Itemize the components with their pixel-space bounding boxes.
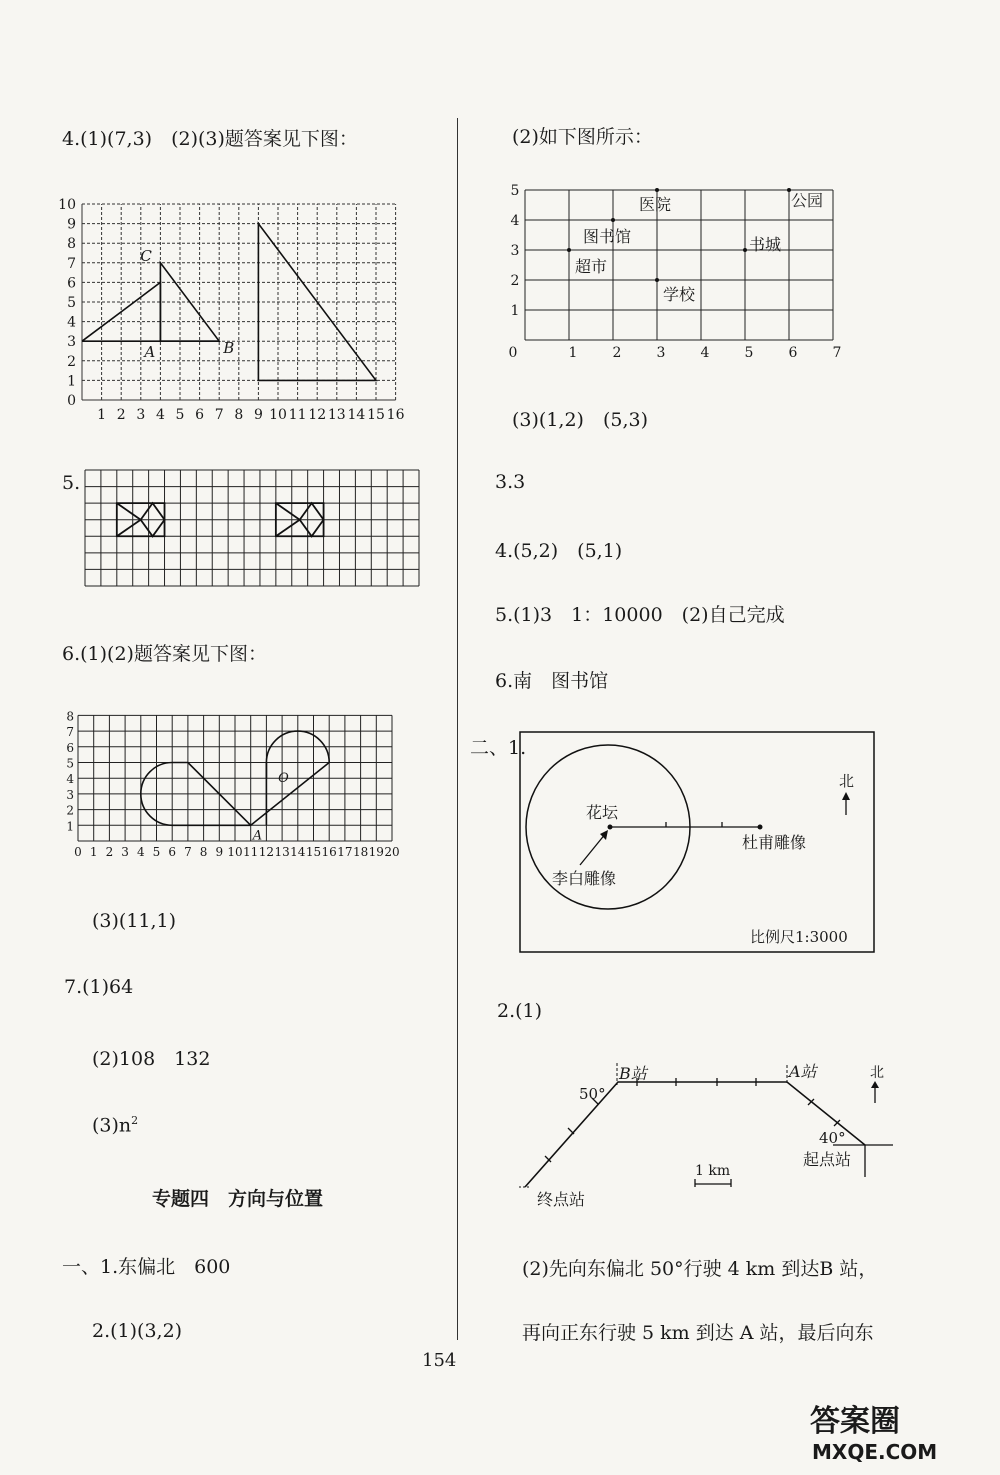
x-tick-label: 9: [253, 407, 263, 423]
s2-text: 2.(1)(3,2): [92, 1320, 183, 1342]
watermark-logo: [802, 1397, 982, 1465]
y-tick-label: 3: [510, 243, 520, 259]
angle-40-label: 40°: [819, 1129, 846, 1147]
r10-text: (2)先向东偏北 50°行驶 4 km 到达B 站，: [522, 1258, 878, 1280]
y-tick-label: 10: [58, 197, 76, 213]
dufu-label: 杜甫雕像: [742, 833, 807, 852]
y-tick-label: 5: [67, 295, 76, 311]
x-tick-label: 5: [175, 407, 185, 423]
pattern-line: [276, 520, 300, 537]
x-tick-label: 16: [321, 845, 337, 859]
x-tick-label: 1: [89, 845, 98, 859]
r11-text: 再向正东行驶 5 km 到达 A 站，最后向东: [522, 1322, 874, 1344]
y-tick-label: 6: [67, 275, 76, 292]
y-tick-label: 6: [66, 740, 74, 755]
y-tick-label: 4: [510, 213, 520, 229]
svg-text:MXQE.COM: MXQE.COM: [812, 1440, 938, 1464]
x-tick-label: 5: [152, 845, 161, 859]
r9-text: 2.(1): [497, 1000, 543, 1022]
y-tick-label: 9: [67, 216, 76, 233]
route-tick: [568, 1128, 574, 1134]
a-station-label: A站: [789, 1062, 817, 1081]
place-point: [743, 248, 747, 252]
start-label: 起点站: [803, 1150, 852, 1169]
x-tick-label: 13: [327, 407, 346, 423]
q6-text: 6.(1)(2)题答案见下图：: [62, 643, 267, 665]
x-tick-label: 3: [121, 845, 129, 859]
x-tick-label: 14: [290, 845, 306, 859]
x-tick-label: 12: [258, 845, 275, 859]
x-tick-label: 0: [74, 845, 82, 859]
b-station-label: B站: [619, 1064, 647, 1083]
point-label-a: A: [252, 828, 263, 844]
y-tick-label: 5: [510, 183, 520, 199]
place-point: [567, 248, 571, 252]
end-label: 终点站: [537, 1190, 586, 1209]
y-tick-label: 4: [67, 314, 76, 331]
q7-1-text: 7.(1)64: [64, 976, 134, 998]
point-label-b: B: [223, 339, 235, 358]
y-tick-label: 1: [66, 819, 74, 834]
r4-text: 3.3: [495, 471, 526, 493]
x-tick-label: 2: [612, 345, 622, 361]
north-arrow-head: [871, 1081, 879, 1088]
place-point: [655, 278, 659, 282]
x-tick-label: 11: [288, 407, 307, 423]
x-tick-label: 12: [308, 407, 327, 423]
x-tick-label: 7: [832, 345, 842, 361]
y-tick-label: 1: [67, 373, 76, 390]
q5-grid-figure: [85, 470, 420, 587]
y-tick-label: 7: [66, 725, 74, 740]
x-tick-label: 5: [744, 345, 754, 361]
x-tick-label: 19: [368, 845, 384, 859]
x-tick-label: 18: [352, 845, 369, 859]
x-tick-label: 3: [136, 407, 146, 423]
x-tick-label: 4: [700, 345, 710, 361]
flower-label: 花坛: [586, 803, 619, 822]
svg-text:答案圈: 答案圈: [810, 1404, 900, 1439]
r2-text: (2)如下图所示：: [512, 126, 653, 148]
page-number: 154: [422, 1350, 457, 1371]
pattern-line: [117, 503, 141, 520]
park-frame: [520, 732, 874, 952]
x-tick-label: 8: [234, 407, 244, 423]
r3-text: (3)(1,2) (5,3): [512, 409, 648, 431]
y-tick-label: 5: [66, 756, 74, 771]
point-label-o: O: [278, 771, 289, 787]
r8-text: 二、1.: [470, 737, 527, 759]
pattern-line: [276, 503, 300, 520]
q6-grid-figure: [60, 705, 410, 865]
r6-text: 5.(1)3 1：10000 (2)自己完成: [495, 604, 785, 626]
location-map-grid: [505, 180, 850, 360]
x-tick-label: 10: [269, 407, 287, 423]
column-divider: [457, 118, 458, 1340]
y-tick-label: 3: [67, 334, 76, 351]
y-tick-label: 1: [510, 303, 520, 319]
libai-label: 李白雕像: [552, 869, 617, 888]
y-tick-label: 2: [67, 353, 76, 370]
point-label-a: A: [144, 343, 156, 362]
x-tick-label: 3: [656, 345, 666, 361]
y-tick-label: 2: [66, 803, 74, 818]
q7-3-text: $(3)n^2$: [92, 1114, 139, 1137]
dufu-point: [758, 825, 763, 830]
place-label: 书城: [749, 235, 782, 254]
route-diagram: [515, 1055, 905, 1215]
q6-3-text: (3)(11,1): [92, 910, 177, 932]
y-tick-label: 7: [67, 255, 76, 272]
x-tick-label: 10: [227, 845, 243, 859]
x-tick-label: 14: [347, 407, 366, 423]
x-tick-label: 2: [116, 407, 126, 423]
section-title: 专题四 方向与位置: [152, 1188, 324, 1210]
x-tick-label: 6: [195, 407, 205, 423]
x-tick-label: 7: [214, 407, 224, 423]
x-tick-label: 11: [243, 845, 259, 859]
x-tick-label: 1: [568, 345, 578, 361]
x-tick-label: 15: [367, 407, 385, 423]
x-tick-label: 6: [788, 345, 798, 361]
place-label: 超市: [575, 257, 608, 276]
scale-label: 比例尺1:3000: [750, 928, 848, 946]
y-tick-label: 8: [66, 709, 74, 724]
y-tick-label: 4: [66, 772, 74, 787]
place-label: 公园: [791, 191, 824, 210]
r7-text: 6.南 图书馆: [495, 670, 609, 692]
q7-2-text: (2)108 132: [92, 1048, 211, 1070]
y-tick-label: 2: [510, 273, 520, 289]
x-tick-label: 7: [184, 845, 192, 859]
km-label: 1 km: [695, 1163, 731, 1179]
y-tick-label: 3: [66, 787, 74, 802]
y-tick-label: 8: [67, 236, 76, 253]
x-tick-label: 9: [215, 845, 224, 859]
q4-grid-figure: [60, 190, 420, 425]
place-label: 医院: [639, 195, 672, 214]
x-tick-label: 15: [305, 845, 322, 859]
x-tick-label: 20: [384, 845, 400, 859]
s1-text: 一、1.东偏北 600: [62, 1256, 231, 1278]
x-tick-label: 1: [97, 407, 107, 423]
north-label: 北: [839, 772, 855, 790]
place-label: 学校: [663, 285, 696, 304]
x-tick-label: 8: [199, 845, 208, 859]
q5-label: 5.: [62, 472, 81, 494]
pattern-line: [117, 520, 141, 537]
angle-50-label: 50°: [579, 1085, 606, 1103]
libai-arrow: [580, 833, 606, 865]
x-tick-label: 13: [274, 845, 290, 859]
x-tick-label: 17: [337, 845, 353, 859]
place-label: 图书馆: [583, 227, 632, 246]
x-tick-label: 4: [136, 845, 145, 859]
north-label: 北: [870, 1065, 884, 1081]
place-point: [611, 218, 615, 222]
place-point: [655, 188, 659, 192]
q4-text: 4.(1)(7,3) (2)(3)题答案见下图：: [62, 128, 358, 150]
x-tick-label: 4: [155, 407, 165, 423]
x-tick-label: 6: [168, 845, 177, 859]
x-tick-label: 2: [105, 845, 114, 859]
y-tick-label: 0: [67, 393, 76, 409]
x-tick-label: 16: [386, 407, 405, 423]
north-arrow-head: [842, 792, 850, 800]
x-tick-label: 0: [508, 345, 518, 361]
park-diagram: [518, 730, 878, 955]
r5-text: 4.(5,2) (5,1): [495, 540, 623, 562]
point-label-c: C: [140, 246, 152, 265]
